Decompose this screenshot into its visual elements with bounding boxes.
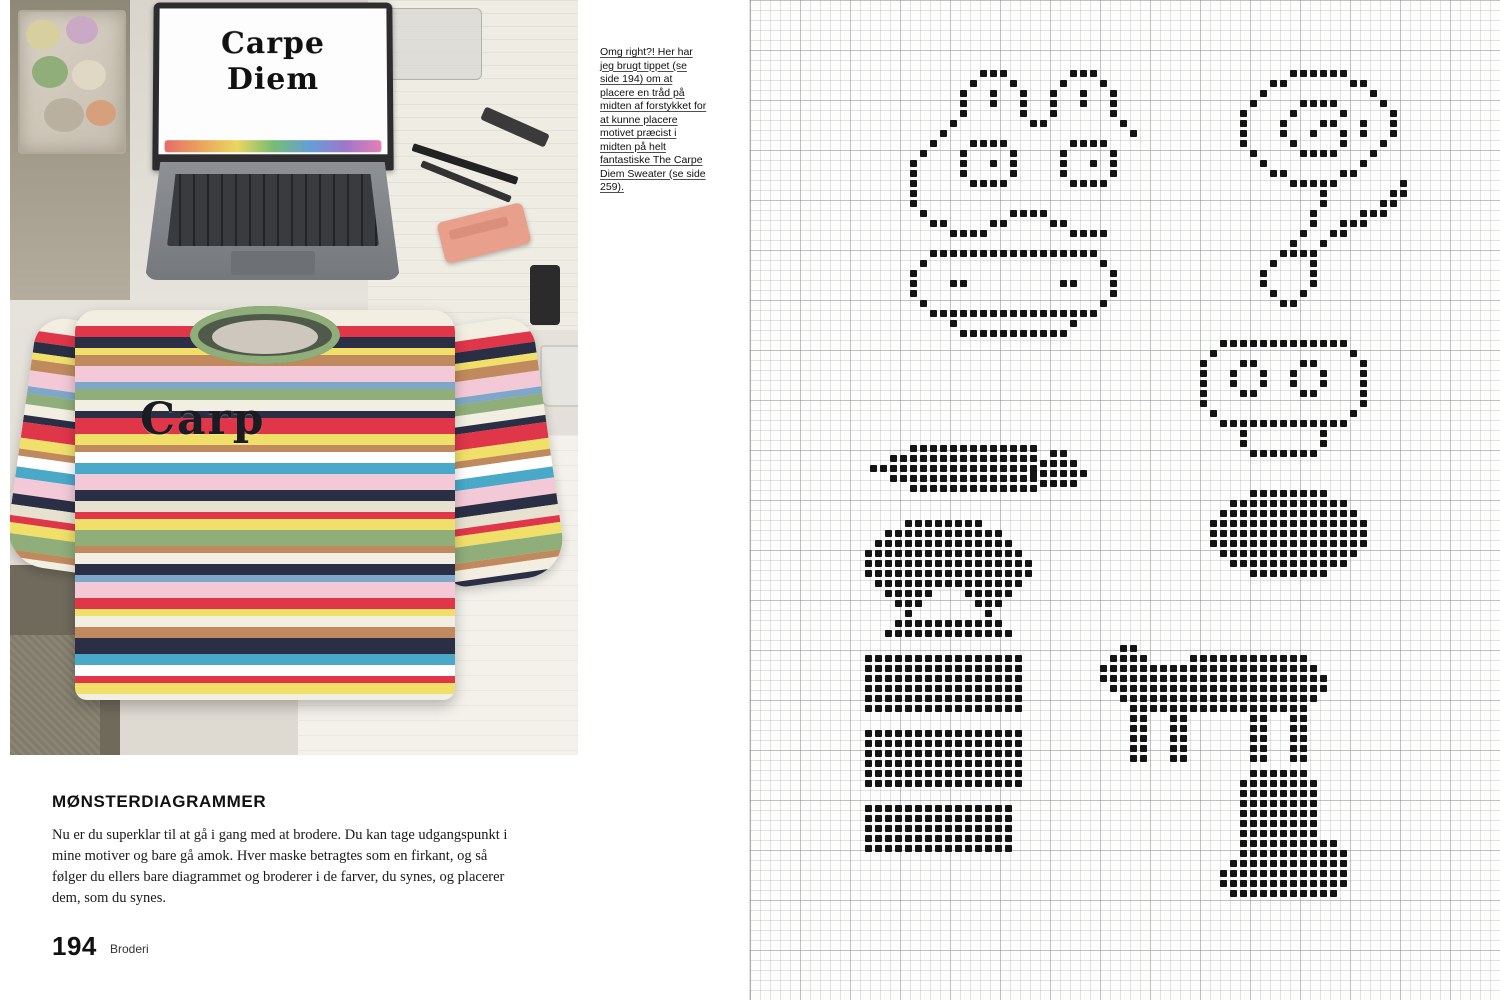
screen-text-line1: Carpe [220, 26, 326, 62]
side-note: Omg right?! Her har jeg brugt tippet (se side 194) om at placere en tråd på midten af forstykket for at kunne placere motivet præcist i midten på helt fantastiske The Carpe Diem Sweater (se side 259). [600, 46, 707, 193]
striped-sweater [20, 282, 560, 702]
dock [165, 140, 382, 152]
right-page [750, 0, 1500, 1000]
trackpad [231, 251, 315, 275]
yarn-box [18, 10, 126, 154]
screen-text-line2: Diem [226, 62, 320, 98]
body-paragraph: Nu er du superklar til at gå i gang med at brodere. Du kan tage udgangspunkt i mine motiver og bare gå amok. Hver maske betragtes som en firkant, og så følger du ellers bare diagrammet og broderer i de farver, du synes, og placerer dem, som du synes. [52, 827, 508, 906]
laptop [145, 2, 400, 282]
sweater-embroidery-text: Carp [140, 394, 266, 445]
sweater-body [75, 310, 455, 700]
laptop-screen [152, 3, 393, 171]
running-head: Broderi [110, 942, 149, 956]
cross-stitch-pattern-grid [750, 0, 1500, 1000]
page-gutter [749, 0, 751, 1000]
keyboard [167, 174, 379, 246]
photo-desk-laptop-sweater [10, 0, 578, 755]
page-number: 194 [52, 931, 97, 961]
page-heading: MØNSTERDIAGRAMMER [52, 792, 267, 811]
sweater-neck [190, 306, 340, 364]
